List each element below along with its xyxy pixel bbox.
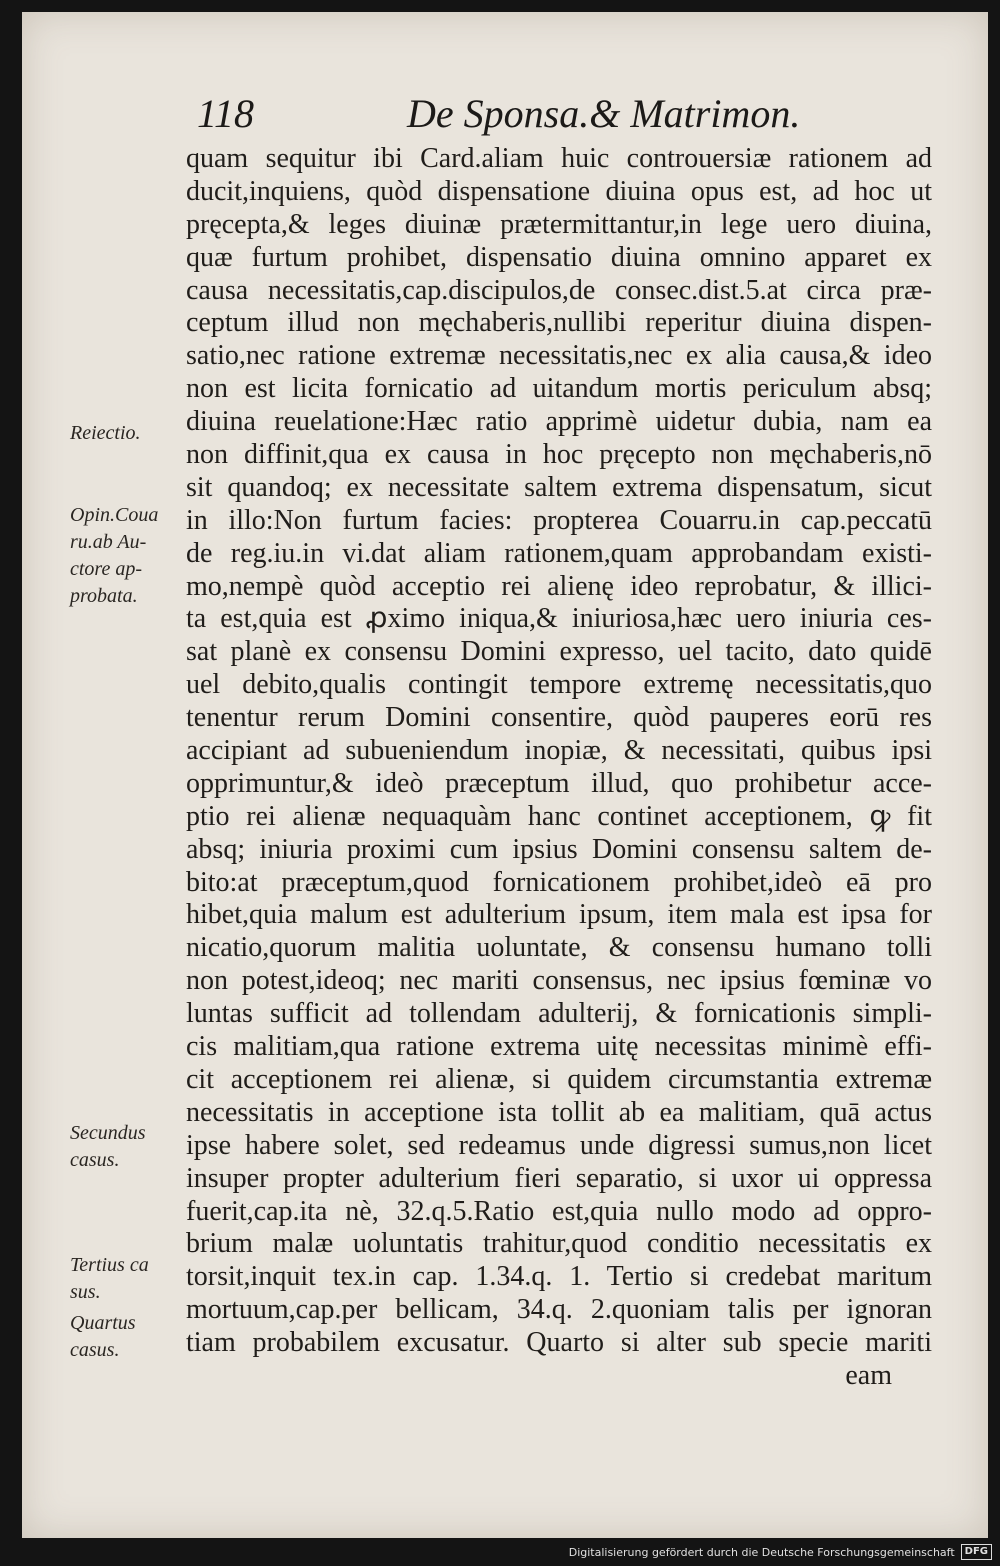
text-line: bito:at præceptum,quod fornicationem prohibet,ideò eā pro <box>186 866 932 898</box>
text-line: mo,nempè quòd acceptio rei alienę ideo reprobatur, & illici- <box>186 570 932 602</box>
text-line: sit quandoq; ex necessitate saltem extrema dispensatum, sicut <box>186 471 932 503</box>
text-line: mortuum,cap.per bellicam, 34.q. 2.quoniam talis per ignoran <box>186 1294 932 1326</box>
text-line: accipiant ad subueniendum inopiæ, & necessitati, quibus ipsi <box>186 735 932 767</box>
text-line: ta est,quia est ꝓximo iniqua,& iniuriosa,hæc uero iniuria ces- <box>186 603 932 635</box>
text-line: necessitatis in acceptione ista tollit ab ea malitiam, quā actus <box>186 1096 932 1128</box>
dfg-logo-icon: DFG <box>961 1544 992 1560</box>
text-line: non potest,ideoq; nec mariti consensus, nec ipsius fœminæ vo <box>186 965 932 997</box>
text-line: cit acceptionem rei alienæ, si quidem circumstantia extremæ <box>186 1063 932 1095</box>
text-line: uel debito,qualis contingit tempore extremę necessitatis,quo <box>186 669 932 701</box>
text-line: non diffinit,qua ex causa in hoc pręcepto non męchaberis,nō <box>186 439 932 471</box>
text-line: torsit,inquit tex.in cap. 1.34.q. 1. Tertio si credebat maritum <box>186 1261 932 1293</box>
page-number: 118 <box>197 91 255 136</box>
footer-credit: Digitalisierung gefördert durch die Deutsche Forschungsgemeinschaft <box>568 1545 955 1559</box>
margin-note-secundus: Secundus casus. <box>70 1122 146 1171</box>
text-line: non est licita fornicatio ad uitandum mortis periculum absq; <box>186 373 932 405</box>
text-line: tiam probabilem excusatur. Quarto si alter sub specie mariti <box>186 1327 932 1359</box>
margin-note-tertius: Tertius ca sus. <box>70 1254 149 1303</box>
text-line: tenentur rerum Domini consentire, quòd pauperes eorū res <box>186 702 932 734</box>
text-line: sat planè ex consensu Domini expresso, uel tacito, dato quidē <box>186 636 932 668</box>
text-line: absq; iniuria proximi cum ipsius Domini consensu saltem de- <box>186 833 932 865</box>
text-line: in illo:Non furtum facies: propterea Couarru.in cap.peccatū <box>186 504 932 536</box>
text-line: cis malitiam,qua ratione extrema uitę necessitas minimè effi- <box>186 1031 932 1063</box>
text-line: quam sequitur ibi Card.aliam huic controuersiæ rationem ad <box>186 143 932 174</box>
text-line: satio,nec ratione extremæ necessitatis,nec ex alia causa,& ideo <box>186 340 932 372</box>
digitization-footer <box>569 1544 992 1560</box>
text-line: ptio rei alienæ nequaquàm hanc continet acceptionem, ꝙ fit <box>186 800 932 832</box>
text-line: diuina reuelatione:Hæc ratio apprimè uidetur dubia, nam ea <box>186 406 932 438</box>
margin-note-quartus: Quartus casus. <box>70 1312 136 1361</box>
margin-note-reiectio: Reiectio. <box>70 422 141 444</box>
text-line: ipse habere solet, sed redeamus unde digressi sumus,non licet <box>186 1129 932 1161</box>
text-line: pręcepta,& leges diuinæ prætermittantur,in lege uero diuina, <box>186 208 932 240</box>
text-line: insuper propter adulterium fieri separatio, si uxor ui oppressa <box>186 1162 932 1194</box>
text-line: ducit,inquiens, quòd dispensatione diuina opus est, ad hoc ut <box>186 175 932 207</box>
running-title: De Sponsa.& Matrimon. <box>407 91 801 136</box>
text-line: luntas sufficit ad tollendam adulterij, & fornicationis simpli- <box>186 998 932 1030</box>
margin-note-opinion: Opin.Coua ru.ab Au- ctore ap- probata. <box>70 504 159 607</box>
text-line: brium malæ uoluntatis trahitur,quod conditio necessitatis ex <box>186 1228 932 1260</box>
text-line: de reg.iu.in vi.dat aliam rationem,quam approbandam existi- <box>186 537 932 569</box>
text-line: ceptum illud non męchaberis,nullibi reperitur diuina dispen- <box>186 307 932 339</box>
page-header <box>197 90 801 140</box>
text-line: nicatio,quorum malitia uoluntate, & consensu humano tolli <box>186 932 932 964</box>
text-line: quæ furtum prohibet, dispensatio diuina omnino apparet ex <box>186 241 932 273</box>
text-line: hibet,quia malum est adulterium ipsum, item mala est ipsa for <box>186 899 932 931</box>
text-line: eam <box>845 1359 892 1391</box>
text-line: opprimuntur,& ideò præceptum illud, quo prohibetur acce- <box>186 767 932 799</box>
text-line: fuerit,cap.ita nè, 32.q.5.Ratio est,quia nullo modo ad oppro- <box>186 1195 932 1227</box>
text-line: causa necessitatis,cap.discipulos,de consec.dist.5.at circa præ- <box>186 274 932 306</box>
body-text <box>186 143 932 1393</box>
